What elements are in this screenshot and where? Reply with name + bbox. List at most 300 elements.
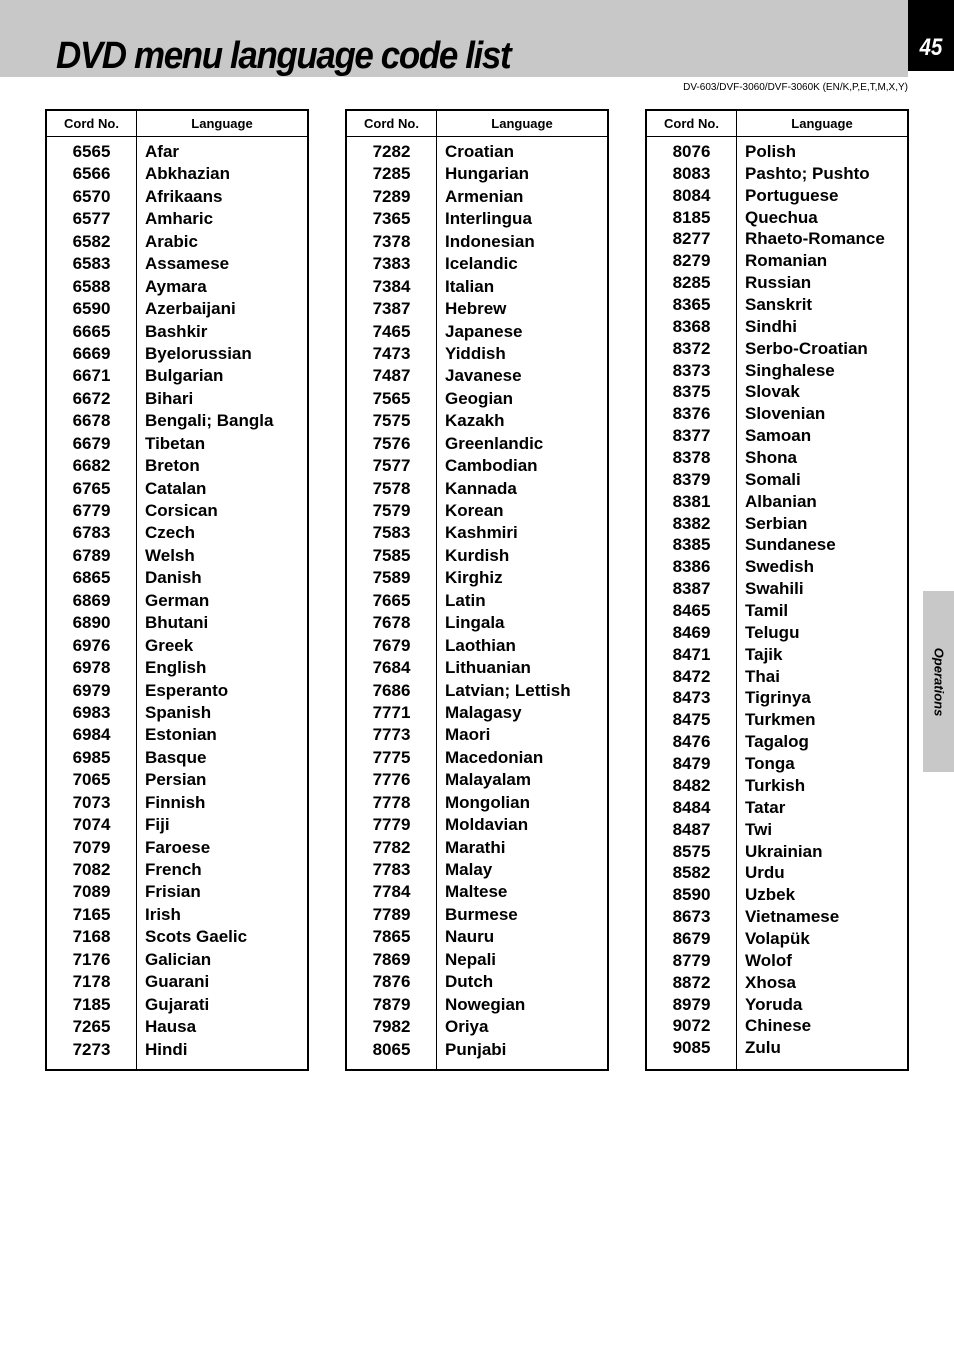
- language-name: Malagasy: [445, 702, 522, 722]
- language-code: 6582: [72, 231, 111, 251]
- language-code: 7465: [372, 321, 411, 341]
- language-name: Turkmen: [745, 710, 816, 730]
- language-name: Abkhazian: [145, 164, 231, 184]
- table-row: [347, 590, 607, 612]
- table-row: [647, 972, 907, 994]
- table-row: [347, 208, 607, 230]
- language-name: Burmese: [445, 904, 518, 924]
- language-code: 8381: [672, 491, 711, 511]
- language-code: 6869: [72, 590, 111, 610]
- language-name: Kannada: [445, 478, 517, 498]
- table-row: [647, 360, 907, 382]
- language-name: Galician: [145, 949, 212, 969]
- language-name: Maltese: [445, 882, 508, 902]
- language-code: 7773: [372, 725, 411, 745]
- table-row: [347, 388, 607, 410]
- language-name: Amharic: [145, 209, 214, 229]
- language-code: 7165: [72, 904, 111, 924]
- table-row: [47, 1016, 307, 1038]
- language-code-table-3: [645, 109, 909, 1071]
- language-code: 7771: [372, 702, 411, 722]
- language-name: Afar: [145, 142, 180, 161]
- language-name: Corsican: [145, 501, 218, 520]
- language-code: 8285: [672, 273, 711, 293]
- table-row: [647, 228, 907, 250]
- table-row: [647, 928, 907, 950]
- language-code: 7775: [372, 747, 411, 767]
- table-row: [47, 388, 307, 410]
- language-code: 7487: [372, 366, 411, 386]
- language-code: 8373: [672, 360, 711, 380]
- language-code: 8377: [672, 426, 711, 446]
- table-row: [47, 253, 307, 275]
- language-name: Twi: [745, 819, 773, 839]
- language-code: 6779: [72, 501, 111, 520]
- language-name: Sundanese: [745, 535, 836, 555]
- language-name: Greek: [145, 635, 194, 655]
- language-code: 6570: [72, 186, 111, 206]
- language-code: 8379: [672, 469, 711, 489]
- language-name: Shona: [745, 448, 797, 468]
- language-code: 7074: [72, 815, 111, 835]
- language-code: 6665: [72, 321, 111, 341]
- table-row: [47, 657, 307, 679]
- table-row: [47, 410, 307, 432]
- language-name: Polish: [745, 142, 797, 161]
- table-row: [47, 747, 307, 769]
- language-code: 7982: [372, 1017, 411, 1037]
- language-name: Nauru: [445, 927, 495, 947]
- table-row: [347, 881, 607, 903]
- language-name: Icelandic: [445, 254, 518, 274]
- table-row: [47, 231, 307, 253]
- language-name: Tibetan: [145, 433, 206, 453]
- language-code: 8872: [672, 972, 711, 992]
- language-code: 6783: [72, 523, 111, 543]
- language-code: 8083: [672, 163, 711, 183]
- language-name: Scots Gaelic: [145, 927, 248, 947]
- language-code: 8471: [672, 644, 711, 664]
- language-name: English: [145, 658, 207, 678]
- table-row: [647, 403, 907, 425]
- table-rows: [347, 141, 607, 1061]
- language-code: 8484: [672, 797, 711, 817]
- language-name: Hausa: [145, 1017, 197, 1037]
- language-name: Samoan: [745, 426, 812, 446]
- table-row: [647, 1037, 907, 1059]
- language-code: 7168: [72, 927, 111, 947]
- language-code: 8375: [672, 382, 711, 402]
- language-code: 6976: [72, 635, 111, 655]
- language-name: Czech: [145, 523, 196, 543]
- table-row: [347, 792, 607, 814]
- language-name: Ukrainian: [745, 841, 823, 861]
- language-code: 7779: [372, 815, 411, 835]
- table-row: [347, 837, 607, 859]
- table-row: [647, 841, 907, 863]
- table-row: [47, 769, 307, 791]
- language-code: 6682: [72, 456, 111, 476]
- language-name: Latvian; Lettish: [445, 680, 571, 700]
- language-code-table-2: [345, 109, 609, 1071]
- table-row: [47, 949, 307, 971]
- table-row: [47, 365, 307, 387]
- language-code: 6890: [72, 613, 111, 633]
- table-row: [47, 433, 307, 455]
- side-tab-operations: [923, 591, 954, 772]
- language-code: 8368: [672, 316, 711, 336]
- language-name: Persian: [145, 770, 207, 790]
- table-row: [647, 272, 907, 294]
- table-row: [47, 702, 307, 724]
- language-code: 6789: [72, 545, 111, 565]
- table-row: [347, 747, 607, 769]
- language-code: 6566: [72, 164, 111, 184]
- language-name: Vietnamese: [745, 907, 840, 927]
- table-rows: [647, 141, 907, 1059]
- language-code: 7578: [372, 478, 411, 498]
- table-row: [347, 321, 607, 343]
- table-row: [647, 819, 907, 841]
- language-name: Singhalese: [745, 360, 835, 380]
- language-code: 6678: [72, 411, 111, 431]
- language-code: 8465: [672, 601, 711, 621]
- language-name: Sindhi: [745, 316, 797, 336]
- table-row: [647, 950, 907, 972]
- language-code: 8479: [672, 754, 711, 774]
- table-row: [347, 186, 607, 208]
- language-code: 7783: [372, 860, 411, 879]
- language-code: 7865: [372, 927, 411, 947]
- table-row: [647, 141, 907, 163]
- language-name: Byelorussian: [145, 343, 252, 363]
- table-row: [47, 208, 307, 230]
- table-row: [347, 567, 607, 589]
- table-row: [47, 814, 307, 836]
- language-name: Rhaeto-Romance: [745, 229, 885, 249]
- table-row: [47, 522, 307, 544]
- column-header-code: Cord No.: [664, 116, 719, 131]
- language-code: 7589: [372, 568, 411, 588]
- language-name: Aymara: [145, 276, 207, 296]
- language-name: Tigrinya: [745, 688, 811, 708]
- language-code-table-1: [45, 109, 309, 1071]
- language-name: Azerbaijani: [145, 299, 236, 319]
- table-row: [347, 522, 607, 544]
- table-row: [47, 455, 307, 477]
- table-row: [47, 971, 307, 993]
- table-row: [647, 906, 907, 928]
- table-row: [47, 163, 307, 185]
- language-code: 7577: [372, 456, 411, 476]
- table-row: [347, 141, 607, 163]
- table-row: [47, 343, 307, 365]
- language-code: 7565: [372, 388, 411, 408]
- language-code: 8487: [672, 819, 711, 839]
- language-name: Catalan: [145, 478, 207, 498]
- language-code: 7684: [372, 658, 411, 678]
- language-code: 8372: [672, 338, 711, 358]
- language-name: Mongolian: [445, 792, 530, 812]
- table-row: [347, 904, 607, 926]
- table-row: [647, 163, 907, 185]
- language-name: Dutch: [445, 972, 494, 992]
- table-row: [47, 590, 307, 612]
- language-code: 6985: [72, 747, 111, 767]
- language-code: 7575: [372, 411, 411, 431]
- language-code: 7879: [372, 994, 411, 1014]
- language-name: Swahili: [745, 579, 804, 599]
- language-code: 8076: [672, 142, 711, 161]
- language-name: Basque: [145, 747, 207, 767]
- side-tab-label: Operations: [931, 647, 946, 716]
- language-code: 6979: [72, 680, 111, 700]
- language-code: 7176: [72, 949, 111, 969]
- table-row: [647, 862, 907, 884]
- language-name: Albanian: [745, 491, 817, 511]
- language-code: 8185: [672, 207, 711, 227]
- table-row: [347, 455, 607, 477]
- column-header-code: Cord No.: [64, 116, 119, 131]
- language-code: 8679: [672, 928, 711, 948]
- language-code: 9072: [672, 1016, 711, 1036]
- language-name: Bihari: [145, 388, 194, 408]
- language-code: 7065: [72, 770, 111, 790]
- language-code: 7185: [72, 994, 111, 1014]
- table-row: [647, 513, 907, 535]
- column-header-language: Language: [791, 116, 853, 131]
- table-row: [347, 410, 607, 432]
- table-row: [647, 578, 907, 600]
- table-row: [647, 250, 907, 272]
- language-name: Nepali: [445, 949, 497, 969]
- table-header: [47, 111, 307, 137]
- language-code: 6590: [72, 299, 111, 319]
- table-row: [647, 556, 907, 578]
- language-name: Greenlandic: [445, 433, 544, 453]
- language-name: Spanish: [145, 702, 212, 722]
- language-code: 6983: [72, 702, 111, 722]
- language-code: 8469: [672, 622, 711, 642]
- language-name: Russian: [745, 273, 812, 293]
- table-row: [47, 567, 307, 589]
- table-row: [347, 343, 607, 365]
- language-name: Kirghiz: [445, 568, 503, 588]
- language-name: Welsh: [145, 545, 195, 565]
- language-name: Chinese: [745, 1016, 812, 1036]
- table-row: [647, 185, 907, 207]
- language-name: Kazakh: [445, 411, 505, 431]
- table-row: [647, 775, 907, 797]
- language-code: 8472: [672, 666, 711, 686]
- table-row: [647, 338, 907, 360]
- language-name: Afrikaans: [145, 186, 223, 206]
- table-row: [347, 680, 607, 702]
- language-name: Bulgarian: [145, 366, 224, 386]
- language-code: 6577: [72, 209, 111, 229]
- table-row: [47, 994, 307, 1016]
- language-name: Tatar: [745, 797, 786, 817]
- table-row: [47, 837, 307, 859]
- language-code: 8386: [672, 557, 711, 577]
- language-name: Marathi: [445, 837, 506, 857]
- language-name: Javanese: [445, 366, 522, 386]
- language-name: Hungarian: [445, 164, 530, 184]
- language-code: 6679: [72, 433, 111, 453]
- table-row: [647, 294, 907, 316]
- language-code: 8279: [672, 251, 711, 271]
- table-row: [647, 622, 907, 644]
- table-row: [647, 534, 907, 556]
- language-code: 7789: [372, 904, 411, 924]
- table-row: [647, 316, 907, 338]
- language-name: Laothian: [445, 635, 516, 655]
- language-name: Estonian: [145, 725, 217, 745]
- language-code: 8476: [672, 732, 711, 752]
- table-row: [47, 904, 307, 926]
- language-code: 8378: [672, 448, 711, 468]
- language-code: 7583: [372, 523, 411, 543]
- table-rows: [47, 141, 307, 1061]
- language-code: 6669: [72, 343, 111, 363]
- table-row: [47, 635, 307, 657]
- language-name: Korean: [445, 501, 504, 520]
- table-row: [647, 447, 907, 469]
- language-name: Guarani: [145, 972, 210, 992]
- table-row: [347, 433, 607, 455]
- language-code: 8482: [672, 775, 711, 795]
- table-row: [347, 949, 607, 971]
- language-name: Pashto; Pushto: [745, 163, 870, 183]
- language-code: 7576: [372, 433, 411, 453]
- table-row: [47, 724, 307, 746]
- table-row: [47, 186, 307, 208]
- table-row: [647, 425, 907, 447]
- language-code: 8473: [672, 688, 711, 708]
- language-name: Punjabi: [445, 1039, 507, 1059]
- language-name: Moldavian: [445, 815, 529, 835]
- table-row: [647, 994, 907, 1016]
- language-code: 7178: [72, 972, 111, 992]
- table-row: [647, 753, 907, 775]
- language-name: Macedonian: [445, 747, 544, 767]
- language-code: 7665: [372, 590, 411, 610]
- language-name: Maori: [445, 725, 491, 745]
- language-name: Sanskrit: [745, 295, 813, 315]
- table-row: [347, 724, 607, 746]
- table-row: [47, 141, 307, 163]
- language-name: Japanese: [445, 321, 523, 341]
- language-code: 7289: [372, 186, 411, 206]
- table-row: [47, 276, 307, 298]
- column-header-code: Cord No.: [364, 116, 419, 131]
- language-code: 7383: [372, 254, 411, 274]
- language-name: Nowegian: [445, 994, 526, 1014]
- table-row: [347, 994, 607, 1016]
- language-name: Volapük: [745, 928, 810, 948]
- table-row: [347, 500, 607, 522]
- language-code: 6588: [72, 276, 111, 296]
- table-row: [347, 926, 607, 948]
- table-row: [47, 321, 307, 343]
- table-header: [647, 111, 907, 137]
- language-code: 7473: [372, 343, 411, 363]
- table-row: [647, 469, 907, 491]
- language-code: 7378: [372, 231, 411, 251]
- language-code: 6865: [72, 568, 111, 588]
- language-code: 7089: [72, 882, 111, 902]
- language-name: Tajik: [745, 644, 783, 664]
- language-code: 7579: [372, 501, 411, 520]
- language-name: Serbo-Croatian: [745, 338, 868, 358]
- column-header-language: Language: [191, 116, 253, 131]
- language-name: Interlingua: [445, 209, 532, 229]
- table-row: [647, 644, 907, 666]
- language-name: Assamese: [145, 254, 230, 274]
- language-name: Hindi: [145, 1039, 188, 1059]
- language-name: Geogian: [445, 388, 514, 408]
- table-row: [47, 881, 307, 903]
- language-code: 6565: [72, 142, 111, 161]
- table-row: [647, 709, 907, 731]
- table-row: [647, 687, 907, 709]
- model-line: DV-603/DVF-3060/DVF-3060K (EN/K,P,E,T,M,X,Y): [683, 82, 908, 93]
- language-name: Tamil: [745, 601, 789, 621]
- language-name: Cambodian: [445, 456, 538, 476]
- language-code: 7776: [372, 770, 411, 790]
- language-name: Oriya: [445, 1017, 489, 1037]
- table-row: [47, 612, 307, 634]
- language-code: 7365: [372, 209, 411, 229]
- language-code: 8575: [672, 841, 711, 861]
- language-code: 7686: [372, 680, 411, 700]
- language-name: Latin: [445, 590, 486, 610]
- language-name: Serbian: [745, 513, 808, 533]
- language-name: German: [145, 590, 210, 610]
- table-row: [347, 657, 607, 679]
- language-name: Frisian: [145, 882, 201, 902]
- language-code: 8277: [672, 229, 711, 249]
- language-name: Malay: [445, 860, 493, 879]
- language-code: 7778: [372, 792, 411, 812]
- language-name: Uzbek: [745, 885, 796, 905]
- language-name: Slovenian: [745, 404, 826, 424]
- table-row: [47, 478, 307, 500]
- language-code: 6583: [72, 254, 111, 274]
- table-row: [347, 814, 607, 836]
- language-name: Portuguese: [745, 185, 839, 205]
- language-name: Thai: [745, 666, 780, 686]
- table-row: [647, 884, 907, 906]
- language-code: 8382: [672, 513, 711, 533]
- language-code: 7082: [72, 860, 111, 879]
- table-header: [347, 111, 607, 137]
- language-code: 6672: [72, 388, 111, 408]
- language-code: 8084: [672, 185, 711, 205]
- language-code: 9085: [672, 1038, 711, 1058]
- language-name: Yoruda: [745, 994, 803, 1014]
- language-code: 6765: [72, 478, 111, 498]
- table-row: [47, 298, 307, 320]
- table-row: [347, 635, 607, 657]
- language-name: Lingala: [445, 613, 505, 633]
- language-name: Urdu: [745, 863, 785, 883]
- language-name: Quechua: [745, 207, 818, 227]
- language-code: 7387: [372, 299, 411, 319]
- table-row: [47, 1039, 307, 1061]
- language-name: Arabic: [145, 231, 198, 251]
- language-name: Turkish: [745, 775, 806, 795]
